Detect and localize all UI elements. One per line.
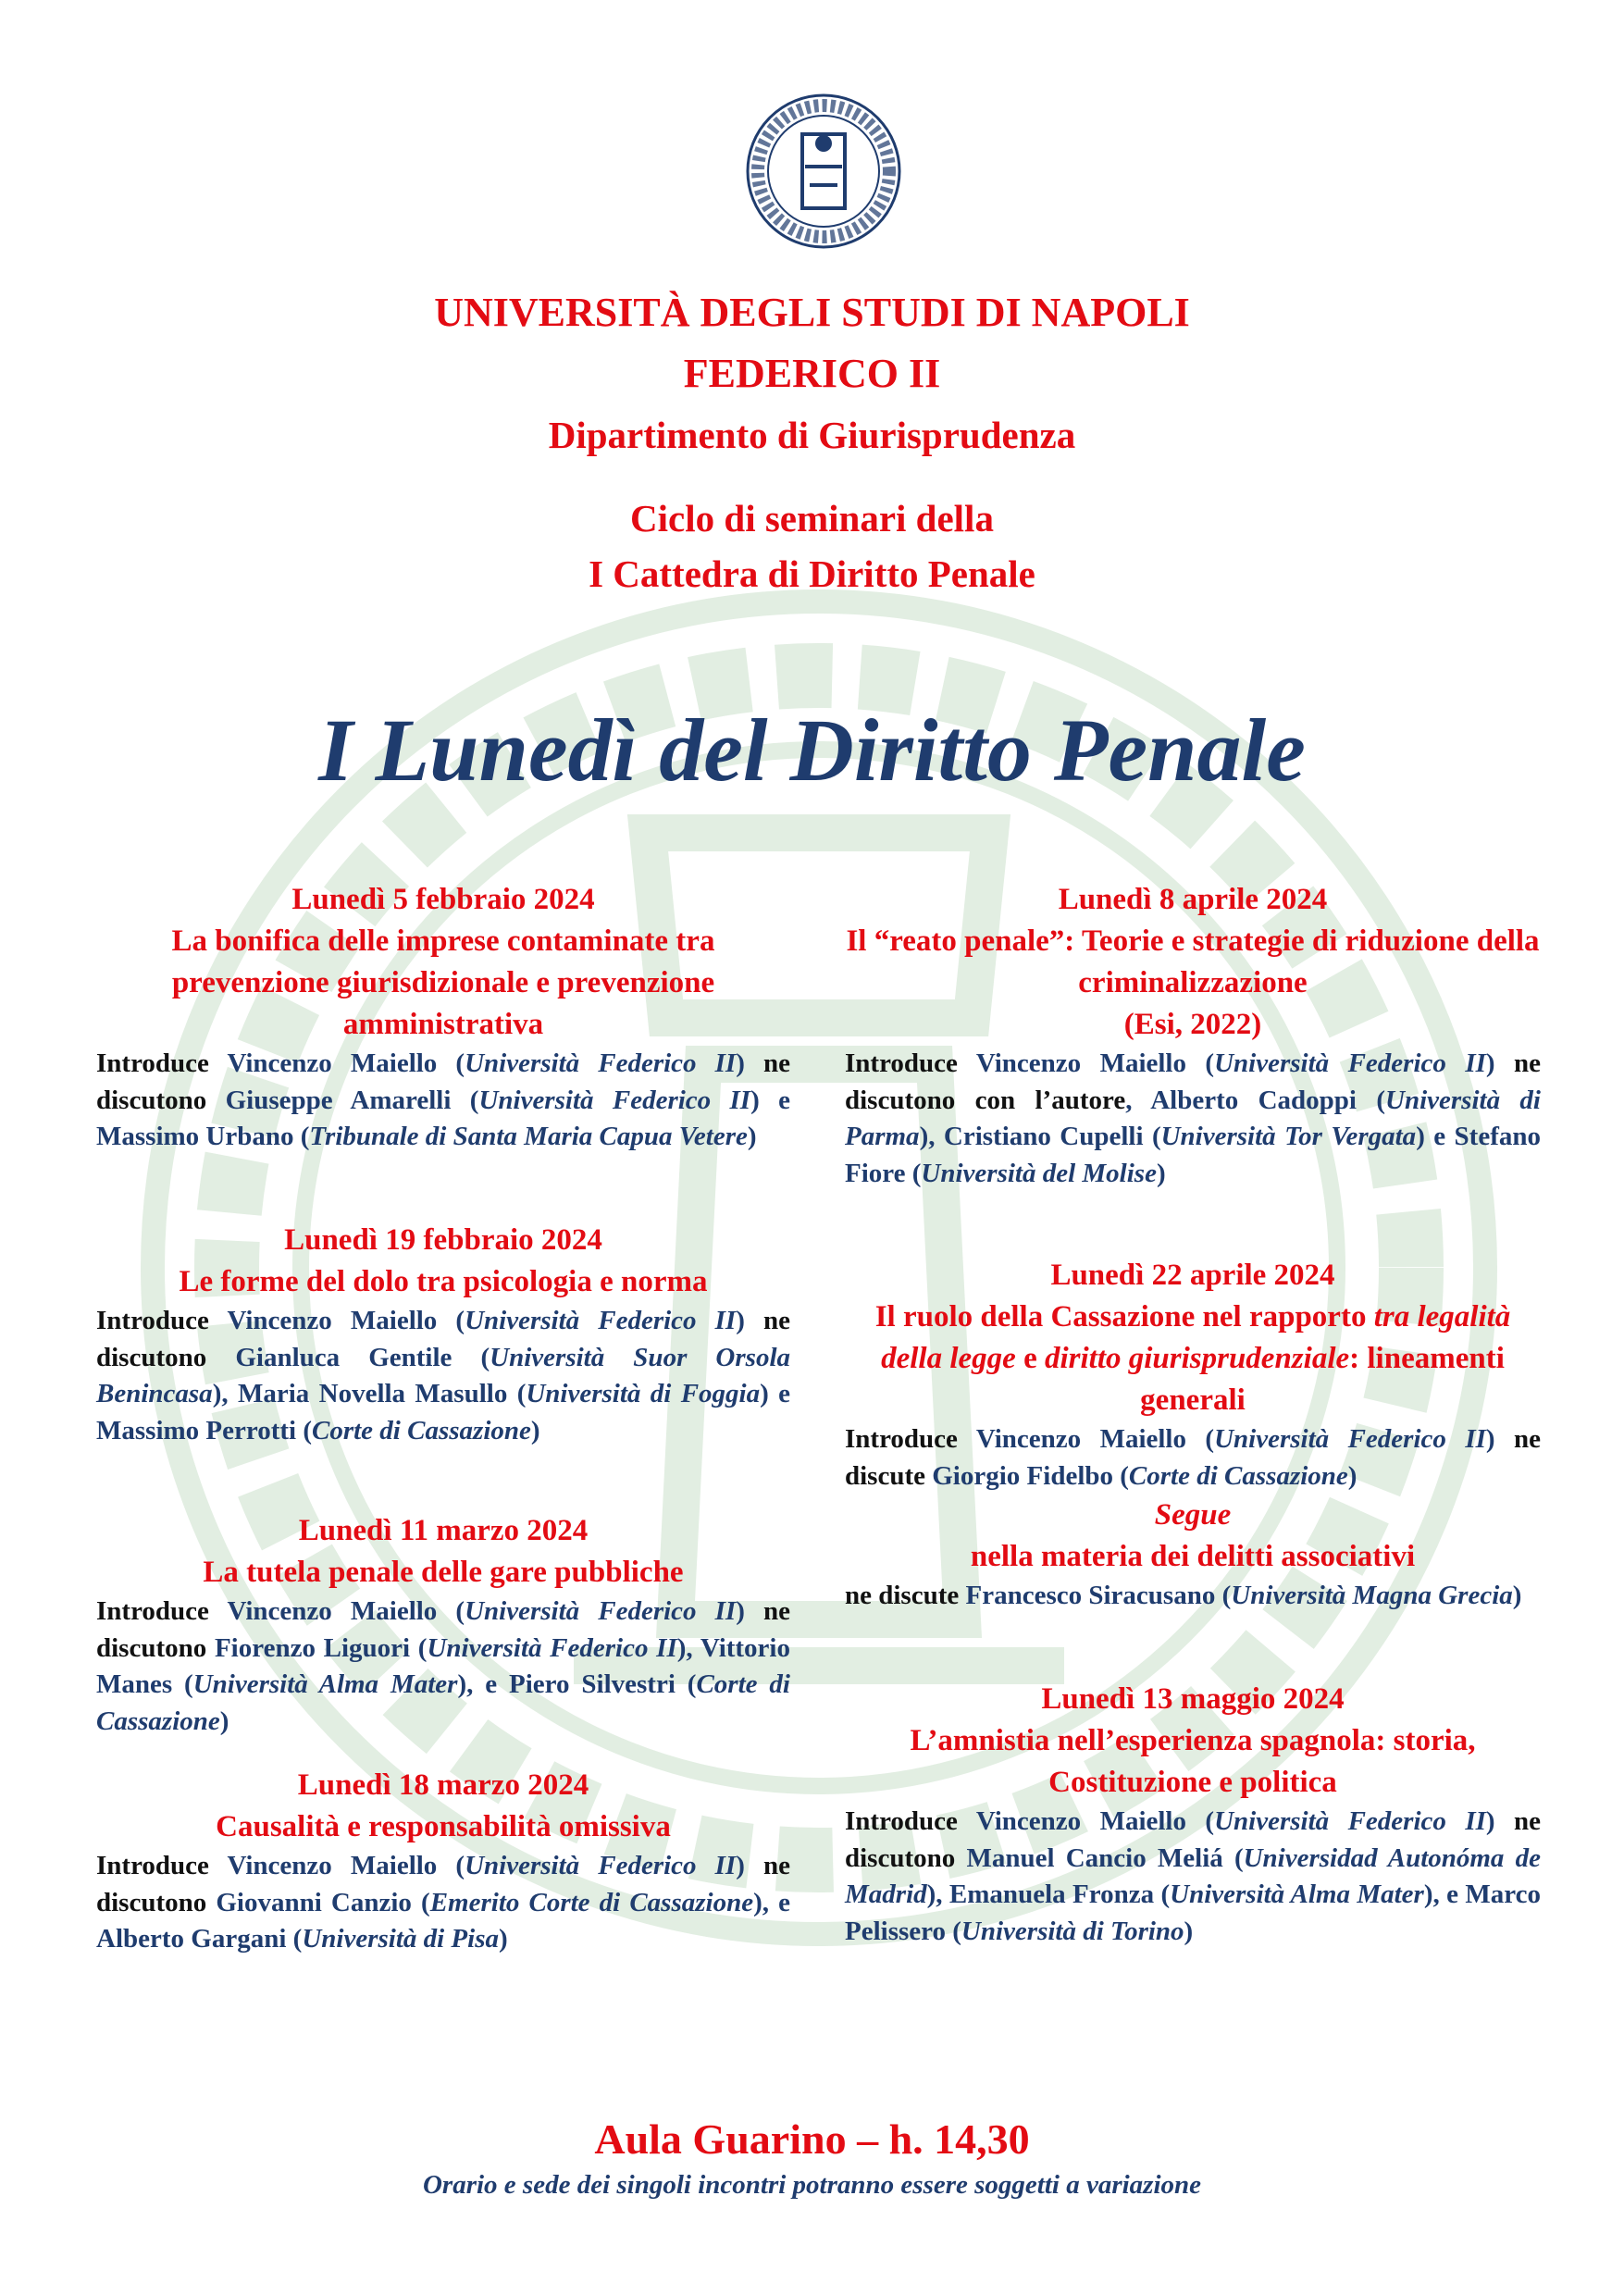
title-segment: nella materia dei delitti associativi [970,1540,1416,1573]
speaker-name: ) [750,1085,760,1115]
affiliation: Università Federico II [427,1632,677,1663]
speaker-name: ) [736,1851,745,1880]
department-name: Dipartimento di Giurisprudenza [548,414,1076,456]
venue-time: Aula Guarino – h. 14,30 [594,2115,1030,2163]
speaker-name: ), Maria Novella Masullo ( [212,1379,527,1408]
speaker-name: ) [1485,1048,1495,1078]
label-text: Introduce [96,1851,228,1880]
speaker-name: Vincenzo Maiello ( [975,1806,1215,1836]
seminar-title [96,1552,790,1594]
label-text: Introduce [845,1424,976,1454]
label-text: Introduce [96,1306,228,1335]
title-segment: : lineamenti generali [1140,1342,1505,1417]
title-segment: e [1015,1342,1045,1375]
title-segment: Le forme del dolo tra psicologia e norma [179,1265,708,1298]
page-title: I Lunedì del Diritto Penale [318,701,1306,800]
seminar-title [96,921,790,1046]
speaker-name: ) e Massimo Perrotti ( [96,1379,791,1445]
affiliation: Corte di Cassazione [96,1669,790,1736]
speaker-name: e Massimo Urbano ( [96,1085,790,1151]
title-segment: Il ruolo della Cassazione nel rapporto [874,1300,1374,1334]
seminar-speakers [845,1046,1541,1192]
affiliation: Università Suor Orsola Benincasa [96,1342,790,1408]
title-segment: Causalità e responsabilità omissiva [216,1810,671,1843]
label-text: ne discute [845,1424,1542,1491]
title-segment: L’amnistia nell’esperienza spagnola: storia, Costituzione e politica [910,1724,1476,1799]
speaker-name: ) e Stefano Fiore ( [845,1122,1541,1188]
seminar-block [96,1220,790,1449]
speaker-name: ) [747,1122,757,1151]
speaker-name: ) [1184,1916,1194,1946]
speaker-name: Vincenzo Maiello ( [227,1596,465,1626]
seminar-speakers [96,1848,790,1958]
speaker-name: Giuseppe Amarelli ( [225,1085,479,1115]
speaker-name: ), e Piero Silvestri ( [457,1669,697,1699]
label-text: Introduce [96,1596,228,1626]
affiliation: Università Magna Grecia [1231,1581,1513,1610]
seminar-block [845,1679,1541,1950]
seminar-date: Lunedì 11 marzo 2024 [298,1514,589,1547]
affiliation: Università Alma Mater [192,1669,458,1699]
label-text: Introduce [845,1048,976,1078]
label-text: ne discutono [845,1806,1542,1873]
seminar-date: Lunedì 18 marzo 2024 [297,1768,589,1802]
affiliation: Università Federico II [1214,1424,1486,1454]
speaker-name: ) [530,1415,540,1445]
title-segment: La tutela penale delle gare pubbliche [203,1556,684,1589]
seminar-speakers [96,1303,790,1449]
seminar-date: Lunedì 5 febbraio 2024 [291,883,595,916]
speaker-name: ), Emanuela Fronza ( [926,1879,1171,1909]
speaker-name: ), e Marco Pelissero ( [845,1879,1541,1946]
seminar-date: Lunedì 8 aprile 2024 [1058,883,1328,916]
speaker-name: ) [736,1048,745,1078]
seminar-block [96,879,790,1156]
speaker-name: Vincenzo Maiello ( [975,1048,1215,1078]
schedule-note: Orario e sede dei singoli incontri potranno essere soggetti a variazione [422,2170,1202,2200]
title-segment: (Esi, 2022) [1123,1008,1262,1041]
title-segment: tra legalità della legge [881,1300,1511,1375]
affiliation: Università di Torino [961,1916,1184,1946]
speaker-name: , Alberto Cadoppi ( [1125,1085,1386,1115]
label-text: ne discutono [96,1048,790,1115]
speaker-name: Giovanni Canzio ( [216,1887,430,1917]
seminar-date: Lunedì 13 maggio 2024 [1041,1682,1345,1716]
label-text: ne discutono [96,1596,790,1663]
label-text: ne discutono [96,1306,790,1372]
speaker-name: Giorgio Fidelbo ( [932,1460,1129,1491]
affiliation: Tribunale di Santa Maria Capua Vetere [309,1122,748,1151]
label-text: ne discute [845,1581,966,1610]
affiliation: Università Federico II [465,1851,737,1880]
affiliation: Università Alma Mater [1170,1879,1424,1909]
seminar-title [96,1806,790,1848]
seminar-title [845,1536,1541,1578]
seminar-date: Lunedì 19 febbraio 2024 [284,1223,602,1257]
affiliation: Università del Molise [921,1158,1157,1188]
speaker-name: ) [1485,1424,1495,1454]
speaker-name: ) [219,1706,229,1736]
speaker-name: Gianluca Gentile ( [235,1342,490,1372]
title-segment: La bonifica delle imprese contaminate tra prevenzione giurisdizionale e prevenzione amministrativa [171,924,715,1041]
seminar-speakers [845,1804,1541,1950]
affiliation: Università di Parma [845,1085,1541,1151]
university-seal-logo [745,93,902,250]
affiliation: Emerito Corte di Cassazione [429,1887,754,1917]
speaker-name: Fiorenzo Liguori ( [214,1632,428,1663]
affiliation: Università Federico II [465,1306,737,1335]
affiliation: Corte di Cassazione [1128,1460,1348,1491]
seminar-speakers [845,1421,1541,1495]
seminar-speakers [845,1578,1541,1615]
seminar-title [845,921,1541,1004]
affiliation: Corte di Cassazione [312,1415,531,1445]
speaker-name: Manuel Cancio Meliá ( [966,1842,1244,1873]
affiliation: Università Federico II [465,1596,737,1626]
seminar-title [845,1720,1541,1804]
speaker-name: Vincenzo Maiello ( [227,1851,465,1880]
affiliation: Università di Pisa [302,1924,499,1954]
speaker-name: Francesco Siracusano ( [965,1581,1232,1610]
label-text: Introduce [96,1048,228,1078]
title-segment: Segue [1154,1498,1232,1532]
chair-name: I Cattedra di Diritto Penale [589,552,1035,595]
speaker-name: ) [498,1924,508,1954]
title-segment: diritto giurisprudenziale [1044,1342,1350,1375]
affiliation: Universidad Autonóma de Madrid [845,1842,1541,1909]
speaker-name: ), Vittorio Manes ( [96,1632,790,1699]
affiliation: Università di Foggia [526,1379,761,1408]
speaker-name: ) [1156,1158,1166,1188]
speaker-name: ) [1485,1806,1495,1836]
seminar-speakers [96,1046,790,1156]
seminar-speakers [96,1594,790,1740]
title-segment: Il “reato penale”: Teorie e strategie di riduzione della criminalizzazione [846,924,1540,999]
affiliation: Università Tor Vergata [1160,1122,1417,1151]
speaker-name: Vincenzo Maiello ( [227,1306,465,1335]
label-text: ne discutono [96,1851,790,1917]
affiliation: Università Federico II [465,1048,737,1078]
seminar-block [845,1255,1541,1615]
speaker-name: Vincenzo Maiello ( [227,1048,465,1078]
seminar-title [845,1004,1541,1046]
speaker-name: ), Cristiano Cupelli ( [919,1122,1161,1151]
speaker-name: ), e Alberto Gargani ( [96,1887,791,1954]
seminar-title [845,1296,1541,1421]
seminar-title [845,1495,1541,1536]
affiliation: Università Federico II [1214,1048,1486,1078]
label-text: ne discutono con l’autore [845,1048,1542,1115]
seminar-date: Lunedì 22 aprile 2024 [1050,1259,1335,1292]
seminar-title [96,1261,790,1303]
affiliation: Università Federico II [478,1085,751,1115]
seminar-block [96,1765,790,1958]
affiliation: Università Federico II [1214,1806,1486,1836]
speaker-name: ) [1512,1581,1522,1610]
university-name: UNIVERSITÀ DEGLI STUDI DI NAPOLI [434,290,1190,335]
university-name-line2: FEDERICO II [683,351,941,396]
label-text: Introduce [845,1806,976,1836]
seminar-block [845,879,1541,1192]
speaker-name: ) [736,1596,745,1626]
speaker-name: ) [736,1306,745,1335]
speaker-name: Vincenzo Maiello ( [975,1424,1215,1454]
seminar-cycle: Ciclo di seminari della [630,497,994,540]
seminar-block [96,1510,790,1740]
speaker-name: ) [1347,1460,1357,1491]
